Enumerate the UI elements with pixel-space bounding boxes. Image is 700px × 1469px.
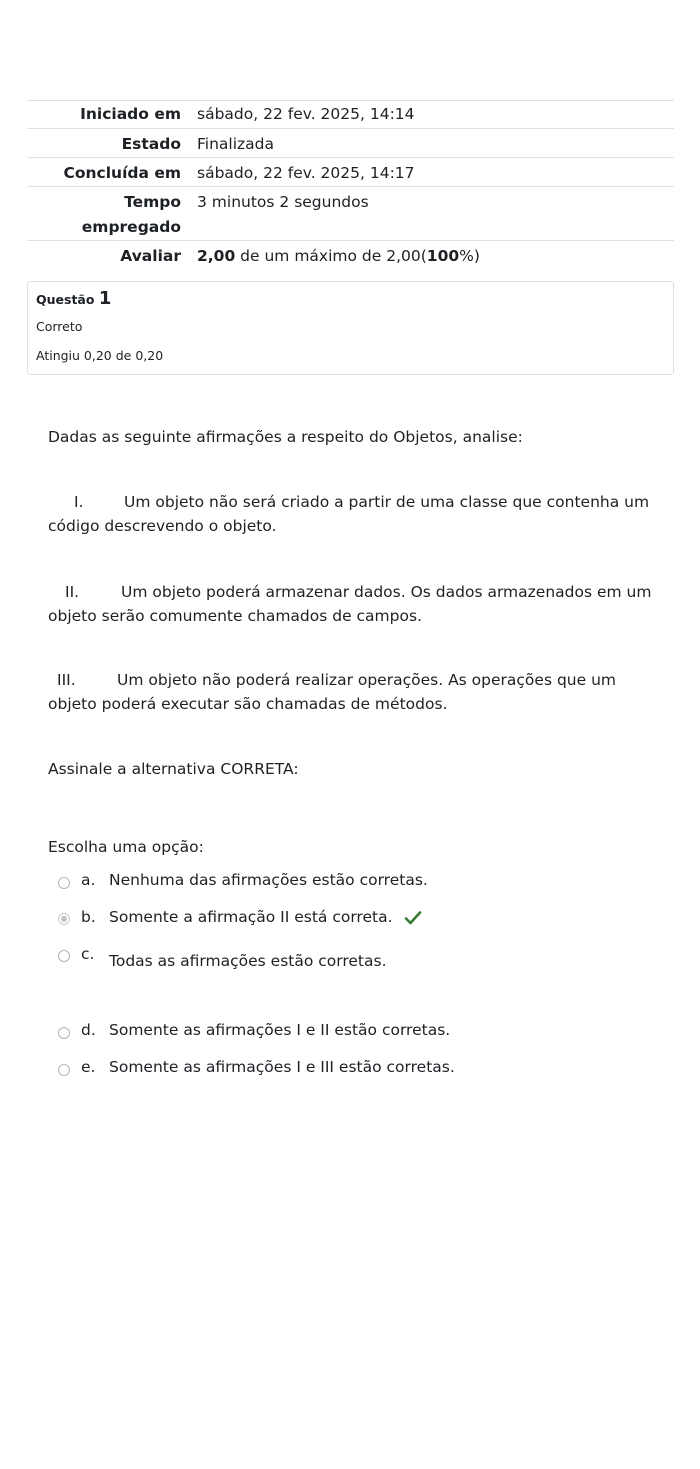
- statement-3-num: III.: [57, 671, 76, 689]
- summary-label-grade: Avaliar: [120, 247, 181, 265]
- question-number-value: 1: [98, 288, 112, 309]
- summary-row-time: [27, 187, 674, 241]
- option-b-label[interactable]: Somente a afirmação II está correta.: [109, 908, 393, 926]
- grade-end: %): [459, 247, 480, 265]
- summary-value-completed: sábado, 22 fev. 2025, 14:17: [197, 164, 415, 182]
- summary-label-time-line2: empregado: [81, 218, 181, 236]
- grade-middle: de um máximo de 2,00(: [235, 247, 427, 265]
- option-c-letter: c.: [81, 945, 95, 963]
- statement-1-num: I.: [74, 493, 84, 511]
- question-state: Correto: [36, 319, 83, 334]
- summary-value-time: 3 minutos 2 segundos: [197, 193, 369, 211]
- question-label: Questão: [36, 292, 95, 307]
- statement-2-num: II.: [65, 583, 80, 601]
- option-c-label[interactable]: Todas as afirmações estão corretas.: [109, 952, 387, 970]
- question-grade: Atingiu 0,20 de 0,20: [36, 348, 164, 363]
- summary-label-time: [27, 187, 197, 241]
- answer-prompt: Escolha uma opção:: [48, 838, 204, 856]
- summary-value-grade: [197, 241, 674, 270]
- question-intro: Dadas as seguinte afirmações a respeito do Objetos, analise:: [48, 428, 523, 446]
- summary-row-grade: [27, 241, 674, 270]
- option-b-radio[interactable]: [58, 913, 70, 925]
- summary-label-state: Estado: [121, 135, 181, 153]
- attempt-summary-table: [27, 100, 674, 269]
- grade-percent: 100: [426, 247, 460, 265]
- summary-label-time-line1: Tempo: [124, 193, 181, 211]
- summary-row-state: [27, 129, 674, 158]
- option-a-label[interactable]: Nenhuma das afirmações estão corretas.: [109, 871, 428, 889]
- grade-score: 2,00: [197, 247, 236, 265]
- option-b-letter: b.: [81, 908, 96, 926]
- summary-value-state: Finalizada: [197, 135, 275, 153]
- option-e-letter: e.: [81, 1058, 96, 1076]
- option-d-letter: d.: [81, 1021, 96, 1039]
- statement-2-text: Um objeto poderá armazenar dados. Os dados armazenados em um objeto serão comumente chamados de campos.: [48, 583, 652, 625]
- statement-1: [48, 490, 652, 538]
- statement-1-text: Um objeto não será criado a partir de uma classe que contenha um código descrevendo o objeto.: [48, 493, 650, 535]
- summary-row-started: [27, 101, 674, 129]
- summary-label-completed: Concluída em: [63, 164, 181, 182]
- option-e-label[interactable]: Somente as afirmações I e III estão corretas.: [109, 1058, 455, 1076]
- correct-check-icon: [404, 910, 422, 926]
- question-number: [36, 288, 111, 309]
- summary-value-started: sábado, 22 fev. 2025, 14:14: [197, 105, 415, 123]
- question-info-box: [27, 281, 674, 375]
- option-c-radio[interactable]: [58, 950, 70, 962]
- statement-2: [48, 580, 652, 628]
- option-a-letter: a.: [81, 871, 96, 889]
- option-a-radio[interactable]: [58, 877, 70, 889]
- summary-label-started: Iniciado em: [80, 105, 181, 123]
- statement-3-text: Um objeto não poderá realizar operações. As operações que um objeto poderá executar são chamadas de métodos.: [48, 671, 616, 713]
- option-d-label[interactable]: Somente as afirmações I e II estão corretas.: [109, 1021, 451, 1039]
- question-instruction: Assinale a alternativa CORRETA:: [48, 760, 299, 778]
- option-d-radio[interactable]: [58, 1027, 70, 1039]
- option-e-radio[interactable]: [58, 1064, 70, 1076]
- statement-3: [48, 668, 652, 716]
- summary-row-completed: [27, 158, 674, 187]
